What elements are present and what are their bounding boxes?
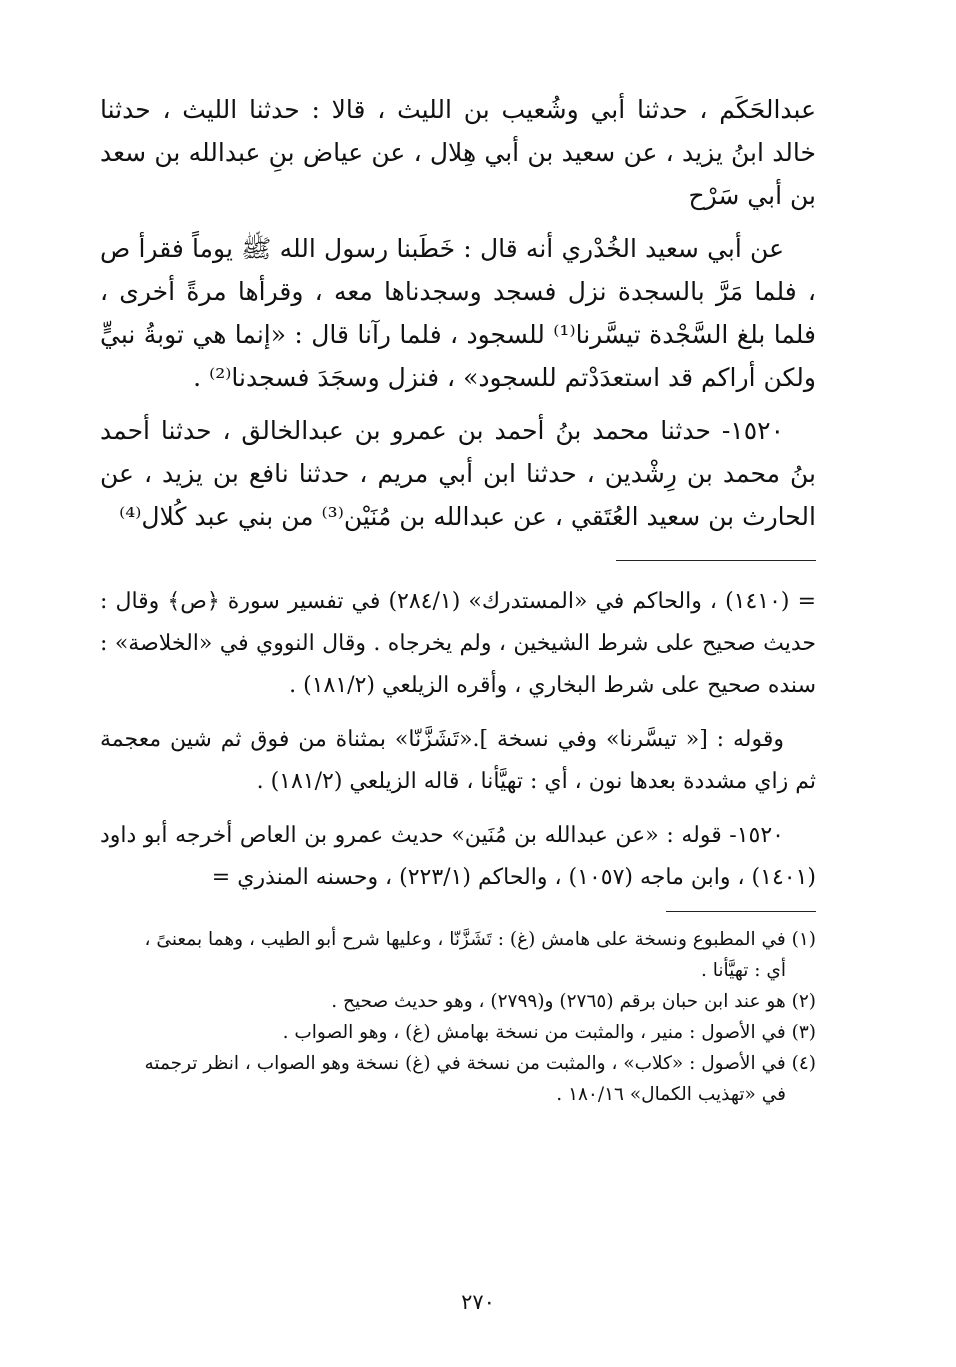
separator-rule	[616, 560, 816, 561]
page-content	[100, 88, 816, 1110]
hadith-1520-isnad: ١٥٢٠- حدثنا محمد بنُ أحمد بن عمرو بن عبدالخالق ، حدثنا أحمد بنُ محمد بن رِشْدين ، حدثنا ابن أبي مريم ، حدثنا نافع بن يزيد ، عن الحارث بن سعيد العُتَقي ، عن عبدالله بن مُنَيْن⁽³⁾ من بني عبد كُلال⁽⁴⁾	[100, 416, 816, 531]
footnote-2: (٢) هو عند ابن حبان برقم (٢٧٦٥) و(٢٧٩٩) ، وهو حديث صحيح .	[331, 991, 816, 1012]
footnote-1: (١) في المطبوع ونسخة على هامش (غ) : تَشَزَّنّا ، وعليها شرح أبو الطيب ، وهما بمعنىً ،	[144, 929, 816, 950]
footnote-4: (٤) في الأصول : «كلاب» ، والمثبت من نسخة في (غ) نسخة وهو الصواب ، انظر ترجمته	[144, 1053, 816, 1074]
commentary-paragraph: ١٥٢٠- قوله : «عن عبدالله بن مُنَين» حديث عمرو بن العاص أخرجه أبو داود (١٤٠١) ، وابن ماجه (١٠٥٧) ، والحاكم (٢٢٣/١) ، وحسنه المنذري =	[100, 823, 816, 890]
hadith-text: عن أبي سعيد الخُدْري أنه قال : خَطَبنا رسول الله ﷺ يوماً فقرأ ص ، فلما مَرَّ بالسجدة نزل فسجد وسجدناها معه ، وقرأها مرةً أخرى ، فلما بلغ السَّجْدة تيسَّرنا⁽¹⁾ للسجود ، فلما رآنا قال : «إنما هي توبةُ نبيٍّ ولكن أراكم قد استعدَدْتم للسجود» ، فنزل وسجَدَ فسجدنا⁽²⁾ .	[100, 234, 817, 392]
footnote-4-continuation: في «تهذيب الكمال» ١٨٠/١٦ .	[556, 1084, 786, 1105]
footnote-3: (٣) في الأصول : منير ، والمثبت من نسخة بهامش (غ) ، وهو الصواب .	[282, 1022, 816, 1043]
commentary-paragraph: وقوله : [« تيسَّرنا» وفي نسخة ].«تَشَزَّنّا» بمثناة من فوق ثم شين معجمة ثم زاي مشددة بعدها نون ، أي : تهيَّأنا ، قاله الزيلعي (١٨١/٢) .	[100, 727, 816, 794]
footnote-1-continuation: أي : تهيَّأنا .	[700, 960, 786, 981]
commentary-section	[100, 581, 816, 899]
footnote-separator	[666, 911, 816, 912]
commentary-paragraph: = (١٤١٠) ، والحاكم في «المستدرك» (٢٨٤/١) في تفسير سورة ﴿ص﴾ وقال : حديث صحيح على شرط الشيخين ، ولم يخرجاه . وقال النووي في «الخلاصة» : سنده صحيح على شرط البخاري ، وأقره الزيلعي (١٨١/٢) .	[100, 589, 817, 698]
page-number: ٢٧٠	[461, 1290, 495, 1314]
isnad-paragraph: عبدالحَكَم ، حدثنا أبي وشُعيب بن الليث ، قالا : حدثنا الليث ، حدثنا خالد ابنُ يزيد ، عن سعيد بن أبي هِلال ، عن عياض بنِ عبدالله بن سعد بن أبي سَرْح	[100, 95, 816, 210]
main-text	[100, 88, 816, 538]
footnotes	[100, 924, 816, 1110]
